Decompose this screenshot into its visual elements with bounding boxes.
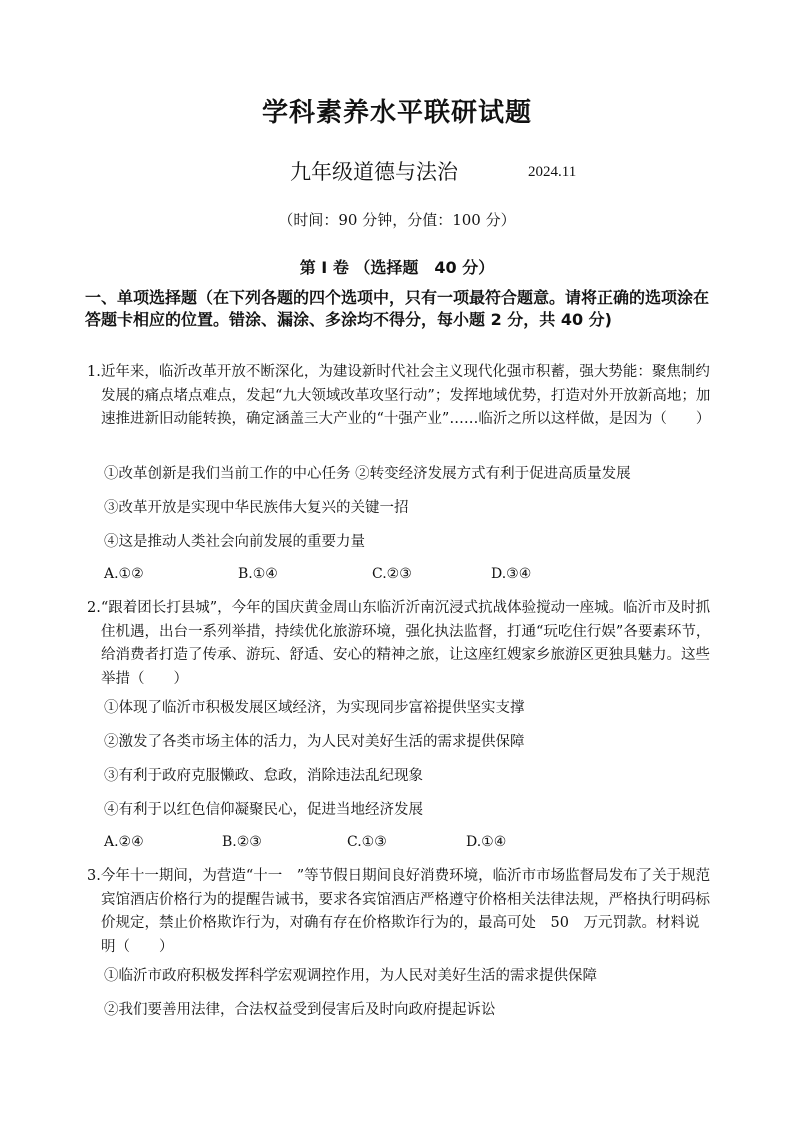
exam-info: （时间：90 分钟，分值：100 分） xyxy=(278,211,516,229)
question-3-option-2: ②我们要善用法律，合法权益受到侵害后及时向政府提起诉讼 xyxy=(104,1002,496,1018)
question-1-stem xyxy=(87,361,712,432)
choice-b: B.②③ xyxy=(222,834,262,850)
question-2-stem xyxy=(87,597,712,691)
question-1-option-1: ①改革创新是我们当前工作的中心任务 ②转变经济发展方式有利于促进高质量发展 xyxy=(104,466,631,482)
choice-a: A.①② xyxy=(104,566,144,582)
question-3-stem xyxy=(87,865,712,959)
exam-title: 学科素养水平联研试题 xyxy=(261,98,532,128)
choice-d: D.①④ xyxy=(466,834,507,850)
section-instructions: 一、单项选择题（在下列各题的四个选项中，只有一项最符合题意。请将正确的选项涂在答题卡相应的位置。错涂、漏涂、多涂均不得分，每小题 2 分，共 40 分) xyxy=(85,288,710,329)
section-heading: 第 Ⅰ 卷 （选择题 40 分） xyxy=(299,258,495,277)
choice-d: D.③④ xyxy=(491,566,532,582)
choice-c: C.①③ xyxy=(347,834,387,850)
question-1-option-3: ④这是推动人类社会向前发展的重要力量 xyxy=(104,534,365,550)
question-stem: 2.“跟着团长打县城”，今年的国庆黄金周山东临沂沂南沉浸式抗战体验搅动一座城。临沂市及时抓住机遇，出台一系列举措，持续优化旅游环境，强化执法监督，打通“玩吃住行娱”各要素环节，给消费者打造了传承、游玩、舒适、安心的精神之旅，让这座红嫂家乡旅游区更独具魅力。这些举措（ ） xyxy=(87,600,711,687)
exam-subject: 九年级道德与法治 xyxy=(290,160,458,184)
question-2-option-1: ①体现了临沂市积极发展区域经济，为实现同步富裕提供坚实支撑 xyxy=(104,700,525,716)
question-stem: 1.近年来，临沂改革开放不断深化，为建设新时代社会主义现代化强市积蓄，强大势能：聚焦制约发展的痛点堵点难点，发起“九大领域改革攻坚行动”；发挥地域优势，打造对外开放新高地；加速推进新旧动能转换，确定涵盖三大产业的“十强产业”……临沂之所以这样做，是因为（ ） xyxy=(87,364,711,427)
question-stem: 3.今年十一期间，为营造“十一 ”等节假日期间良好消费环境，临沂市市场监督局发布了关于规范宾馆酒店价格行为的提醒告诫书，要求各宾馆酒店严格遵守价格相关法律法规，严格执行明码标价规定，禁止价格欺诈行为，对确有存在价格欺诈行为的，最高可处 50 万元罚款。材料说明（ ） xyxy=(87,868,711,955)
question-3-option-1: ①临沂市政府积极发挥科学宏观调控作用，为人民对美好生活的需求提供保障 xyxy=(104,968,597,984)
question-2-option-3: ③有利于政府克服懒政、怠政，消除违法乱纪现象 xyxy=(104,768,423,784)
exam-date: 2024.11 xyxy=(528,164,577,180)
subtitle-row xyxy=(290,156,710,186)
question-2-option-2: ②激发了各类市场主体的活力，为人民对美好生活的需求提供保障 xyxy=(104,734,525,750)
choice-c: C.②③ xyxy=(372,566,412,582)
choice-b: B.①④ xyxy=(238,566,278,582)
choice-a: A.②④ xyxy=(104,834,144,850)
question-2-option-4: ④有利于以红色信仰凝聚民心，促进当地经济发展 xyxy=(104,802,423,818)
question-1-option-2: ③改革开放是实现中华民族伟大复兴的关键一招 xyxy=(104,500,409,516)
